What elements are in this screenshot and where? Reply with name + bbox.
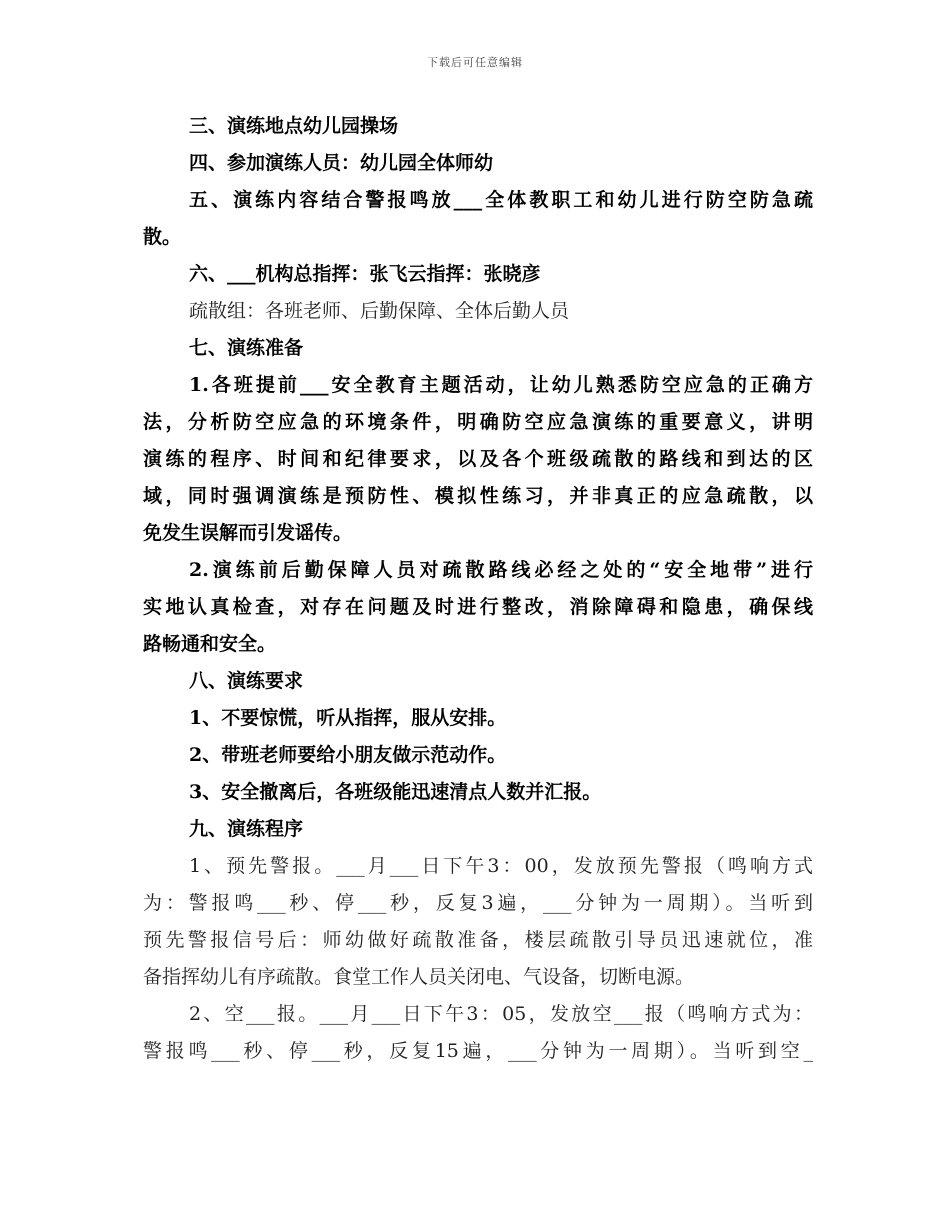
text-line: 四、参加演练人员：幼儿园全体师幼: [189, 152, 494, 174]
text-line: 路畅通和安全。: [143, 633, 277, 655]
text-line: 六、___机构总指挥：张飞云指挥：张晓彦: [189, 263, 541, 285]
text-line: 域，同时强调演练是预防性、模拟性练习，并非真正的应急疏散，以: [143, 485, 813, 507]
document-body: [143, 108, 813, 1070]
text-line: 八、演练要求: [189, 670, 304, 692]
text-line: 备指挥幼儿有序疏散。食堂工作人员关闭电、气设备，切断电源。: [143, 966, 695, 988]
text-line: 预先警报信号后：师幼做好疏散准备，楼层疏散引导员迅速就位，准: [143, 929, 813, 951]
text-line: 2、空___报。___月___日下午3：05，发放空___报（鸣响方式为：: [189, 1003, 813, 1025]
text-line: 2.演练前后勤保障人员对疏散路线必经之处的“安全地带”进行: [189, 559, 813, 581]
text-line: 实地认真检查，对存在问题及时进行整改，消除障碍和隐患，确保线: [143, 596, 813, 618]
text-line: 3、安全撤离后，各班级能迅速清点人数并汇报。: [189, 781, 602, 803]
text-line: 2、带班老师要给小朋友做示范动作。: [189, 744, 507, 766]
text-line: 为：警报鸣___秒、停___秒，反复3遍，___分钟为一周期）。当听到: [143, 892, 813, 914]
text-line: 五、演练内容结合警报鸣放___全体教职工和幼儿进行防空防急疏: [189, 189, 813, 211]
text-line: 七、演练准备: [189, 337, 304, 359]
text-line: 疏散组：各班老师、后勤保障、全体后勤人员: [189, 300, 570, 322]
text-line: 警报鸣___秒、停___秒，反复15遍，___分钟为一周期）。当听到空_: [143, 1040, 813, 1062]
text-line: 1、预先警报。___月___日下午3：00，发放预先警报（鸣响方式: [189, 855, 813, 877]
text-line: 免发生误解而引发谣传。: [143, 522, 353, 544]
text-line: 演练的程序、时间和纪律要求，以及各个班级疏散的路线和到达的区: [143, 448, 813, 470]
text-line: 1、不要惊慌，听从指挥，服从安排。: [189, 707, 507, 729]
text-line: 九、演练程序: [189, 818, 304, 840]
text-line: 散。: [143, 226, 182, 248]
text-line: 三、演练地点幼儿园操场: [189, 115, 399, 137]
text-line: 1.各班提前___安全教育主题活动，让幼儿熟悉防空应急的正确方: [189, 374, 813, 396]
text-line: 法，分析防空应急的环境条件，明确防空应急演练的重要意义，讲明: [143, 411, 813, 433]
header-note: 下载后可任意编辑: [427, 56, 523, 69]
